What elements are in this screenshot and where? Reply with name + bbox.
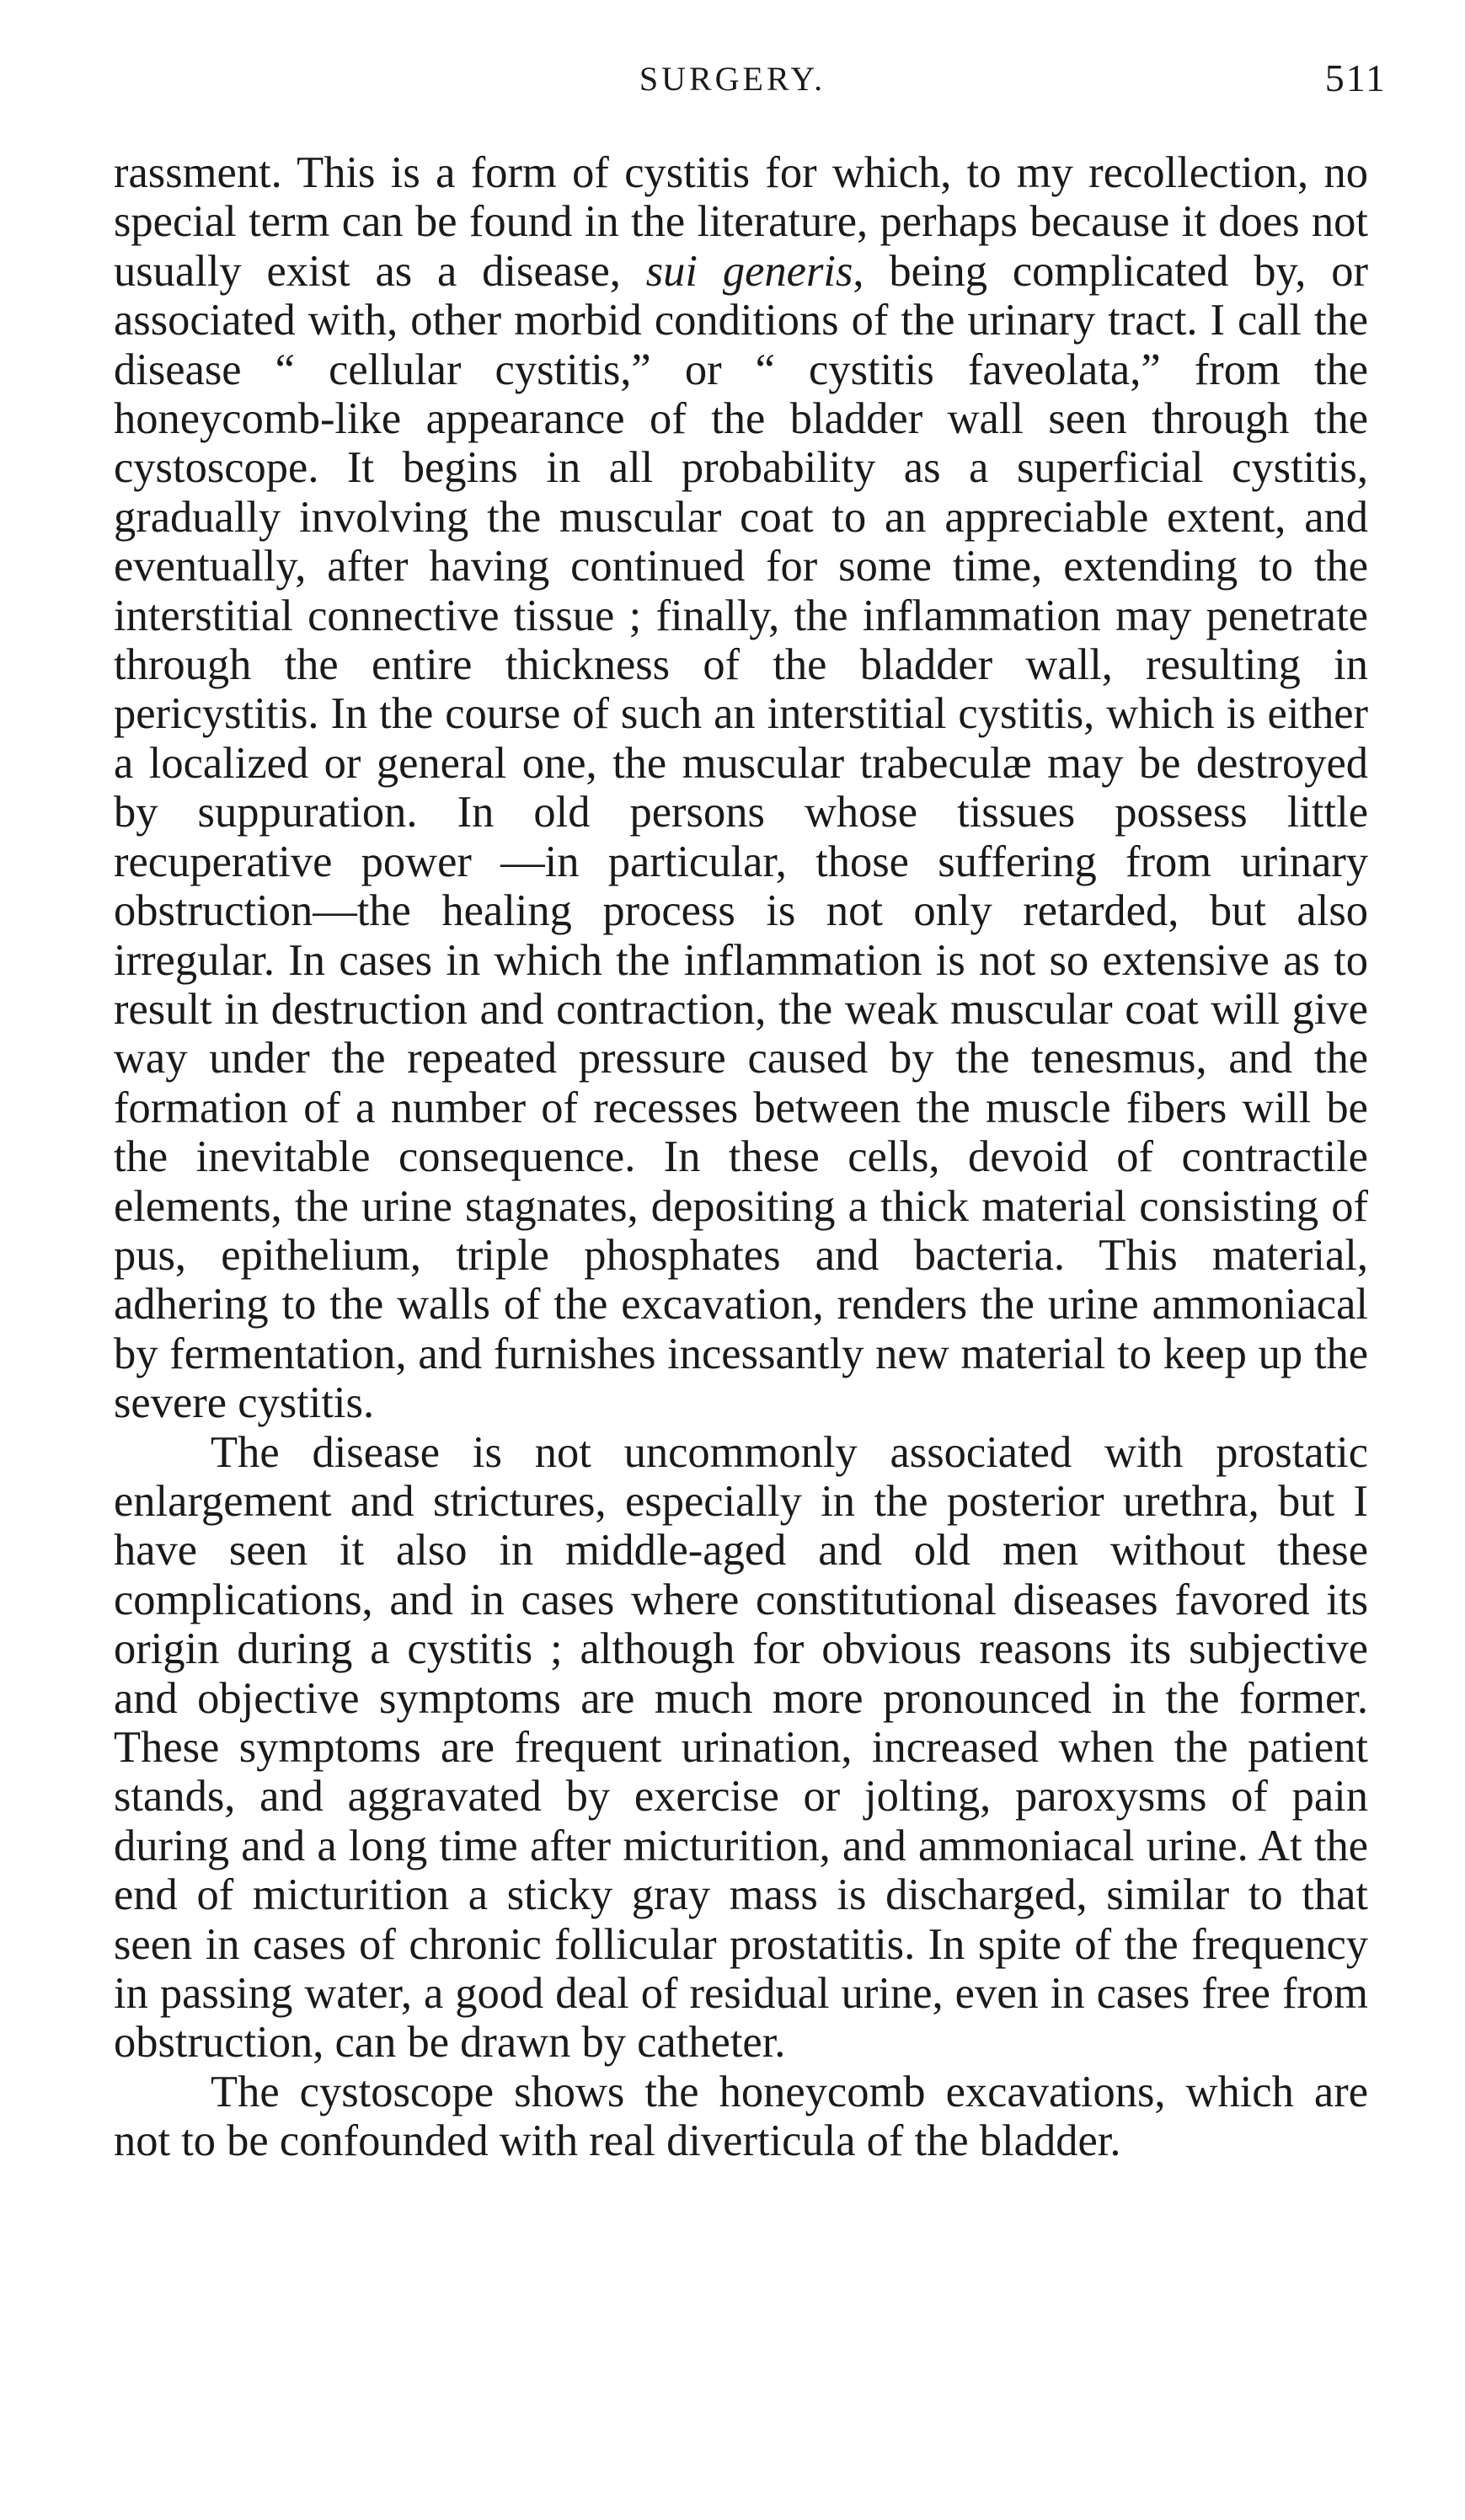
text-segment: , being complicated by, or associated with, other morbid conditions of the urinary tract. I call the disease “ cellular cystitis,” or “ cystitis faveolata,” from the honeycomb-like appearance of the bladder wall seen through the cystoscope. It begins in all probability as a superficial cystitis, gradually involving the muscular coat to an appreciable extent, and eventually, after having continued for some time, extending to the interstitial connective tissue ; finally, the inflammation may penetrate through the entire thickness of the bladder wall, resulting in pericystitis. In the course of such an interstitial cystitis, which is either a localized or general one, the muscular trabeculæ may be destroyed by suppuration. In old persons whose tissues possess little recuperative power —in particular, those suffering from urinary obstruction—the healing process is not only retarded, but also irregular. In cases in which the inflammation is not so extensive as to result in destruction and contraction, the weak muscular coat will give way under the repeated pressure caused by the tenesmus, and the formation of a number of recesses between the muscle fibers will be the inevitable consequence. In these cells, devoid of contractile elements, the urine stagnates, depositing a thick material consisting of pus, epithelium, triple phosphates and bacteria. This material, adhering to the walls of the excavation, renders the urine ammoniacal by fermentation, and furnishes incessantly new material to keep up the severe cystitis. <box>114 246 1369 1428</box>
text-segment: rassment. This is a form of cystitis for which, to my recollection, no special term can be found in the literature, perhaps because it does not usually exist as a disease, <box>114 148 1368 296</box>
paragraph-2 <box>114 1428 1368 2068</box>
paragraph-1 <box>114 148 1368 1428</box>
text-segment: The disease is not uncommonly associated with prostatic enlargement and strictures, especially in the posterior urethra, but I have seen it also in middle-aged and old men without these complications, and in cases where constitutional diseases favored its origin during a cystitis ; although for obvious reasons its subjective and objective symptoms are much more pronounced in the former. These symptoms are frequent urination, increased when the patient stands, and aggravated by exercise or jolting, paroxysms of pain during and a long time after micturition, and ammoniacal urine. At the end of micturition a sticky gray mass is discharged, similar to that seen in cases of chronic follicular prostatitis. In spite of the frequency in passing water, a good deal of residual urine, even in cases free from obstruction, can be drawn by catheter. <box>114 1427 1368 2068</box>
text-segment: The cystoscope shows the honeycomb excavations, which are not to be confounded with real diverticula of the bladder. <box>114 2067 1368 2166</box>
paragraph-3 <box>114 2068 1368 2166</box>
page-number: 511 <box>1324 56 1387 99</box>
italic-phrase: sui generis <box>645 246 853 296</box>
body-text <box>114 148 1368 2166</box>
running-title: SURGERY. <box>639 60 826 98</box>
running-head <box>0 56 1465 110</box>
